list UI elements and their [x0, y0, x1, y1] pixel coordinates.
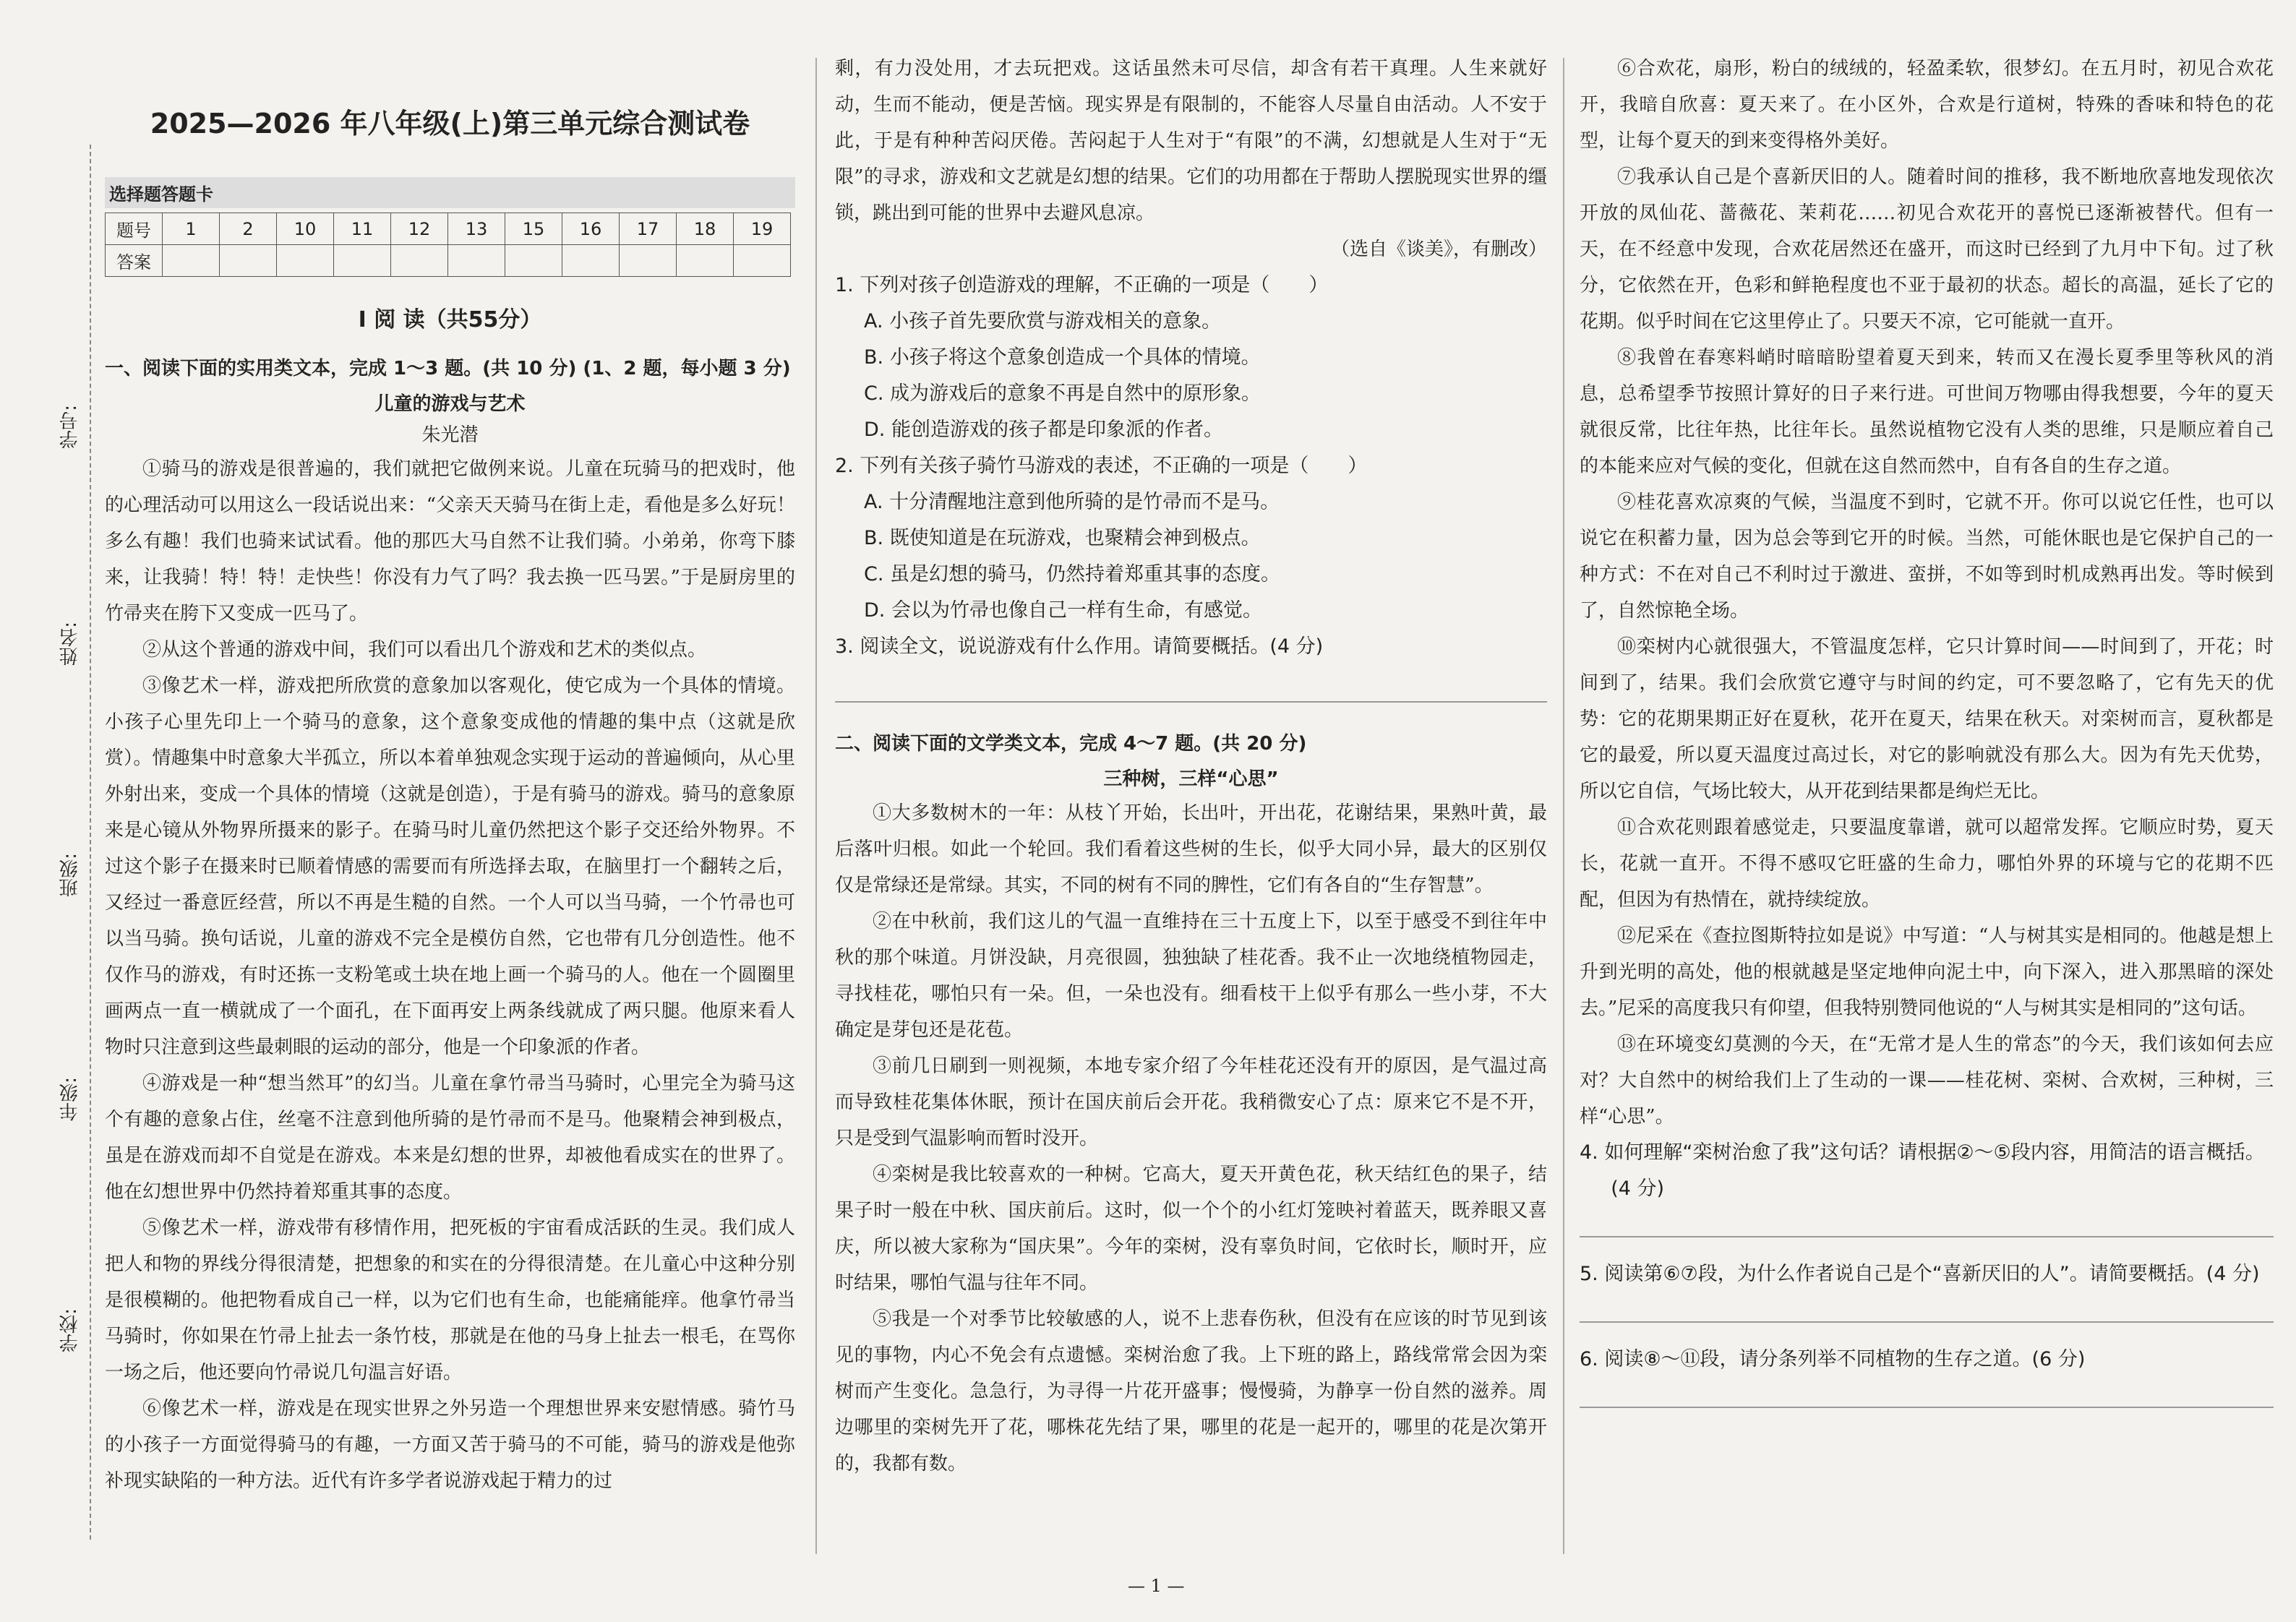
paragraph: ⑤我是一个对季节比较敏感的人，说不上悲春伤秋，但没有在应该的时节见到该见的事物，内心不免会有点遗憾。栾树治愈了我。上下班的路上，路线常常会因为栾树而产生变化。急急行，为寻得一片花开盛事；慢慢骑，为静享一份自然的滋养。周边哪里的栾树先开了花，哪株花先结了果，哪里的花是一起开的，哪里的花是次第开的，我都有数。 — [835, 1308, 1547, 1475]
answer-line — [835, 701, 1547, 703]
card-answer-cell[interactable] — [391, 245, 448, 277]
card-question-number: 18 — [677, 213, 734, 245]
column-divider — [815, 58, 817, 1554]
option: A. 十分清醒地注意到他所骑的是竹帚而不是马。 — [864, 491, 1280, 513]
paragraph: ②从这个普通的游戏中间，我们可以看出几个游戏和艺术的类似点。 — [142, 639, 707, 661]
answer-card — [105, 213, 791, 277]
article-1-continued: 剩，有力没处用，才去玩把戏。这话虽然未可尽信，却含有若干真理。人生来就好动，生而不能动，便是苦恼。现实界是有限制的，不能容人尽量自由活动。人不安于此，于是有种种苦闷厌倦。苦闷起于人生对于“有限”的不满，幻想就是人生对于“无限”的寻求，游戏和文艺就是幻想的结果。它们的功用都在于帮助人摆脱现实世界的缰锁，跳出到可能的世界中去避风息凉。 — [835, 58, 1547, 224]
card-question-number: 12 — [391, 213, 448, 245]
column-2 — [835, 51, 1547, 1554]
card-question-number: 11 — [334, 213, 391, 245]
option: C. 成为游戏后的意象不再是自然中的原形象。 — [864, 382, 1261, 405]
paragraph: ⑤像艺术一样，游戏带有移情作用，把死板的宇宙看成活跃的生灵。我们成人把人和物的界线分得很清楚，把想象的和实在的分得很清楚。在儿童心中这种分别是很模糊的。他把物看成自己一样，以为它们也有生命，也能痛能痒。他拿竹帚当马骑时，你如果在竹帚上扯去一条竹枝，那就是在他的马身上扯去一根毛，在骂你一场之后，他还要向竹帚说几句温言好语。 — [105, 1217, 795, 1383]
article-1-author: 朱光潜 — [421, 424, 479, 446]
margin-class: 班级: — [59, 853, 81, 897]
card-question-number: 19 — [734, 213, 791, 245]
card-question-number: 17 — [620, 213, 677, 245]
answer-card-title: 选择题答题卡 — [105, 177, 795, 208]
question-3: 3. 阅读全文，说说游戏有什么作用。请简要概括。(4 分) — [835, 635, 1324, 658]
exam-title: 2025—2026 年八年级(上)第三单元综合测试卷 — [150, 108, 750, 140]
option: C. 虽是幻想的骑马，仍然持着郑重其事的态度。 — [864, 563, 1281, 585]
card-answer-cell[interactable] — [620, 245, 677, 277]
card-question-number: 1 — [163, 213, 220, 245]
paragraph: ⑪合欢花则跟着感觉走，只要温度靠谱，就可以超常发挥。它顺应时势，夏天长，花就一直开。不得不感叹它旺盛的生命力，哪怕外界的环境与它的花期不匹配，但因为有热情在，就持续绽放。 — [1580, 817, 2274, 911]
card-answer-cell[interactable] — [163, 245, 220, 277]
question-2-options — [835, 484, 1547, 629]
paragraph: ④栾树是我比较喜欢的一种树。它高大，夏天开黄色花，秋天结红色的果子，结果子时一般在中秋、国庆前后。这时，似一个个的小红灯笼映衬着蓝天，既养眼又喜庆，所以被大家称为“国庆果”。今年的栾树，没有辜负时间，它依时长，顺时开，应时结果，哪怕气温与往年不同。 — [835, 1164, 1547, 1294]
paragraph: ①大多数树木的一年：从枝丫开始，长出叶，开出花，花谢结果，果熟叶黄，最后落叶归根。如此一个轮回。我们看着这些树的生长，似乎大同小异，最大的区别仅仅是常绿还是常绿。其实，不同的树有不同的脾性，它们有各自的“生存智慧”。 — [835, 802, 1547, 896]
margin-grade: 年级: — [59, 1077, 81, 1121]
card-answer-cell[interactable] — [277, 245, 334, 277]
answer-line — [1580, 1321, 2274, 1323]
card-answer-cell[interactable] — [334, 245, 391, 277]
answer-line — [1580, 1407, 2274, 1408]
option: A. 小孩子首先要欣赏与游戏相关的意象。 — [864, 310, 1222, 332]
paragraph: ⑧我曾在春寒料峭时暗暗盼望着夏天到来，转而又在漫长夏季里等秋风的消息，总希望季节按照计算好的日子来行进。可世间万物哪由得我想要，今年的夏天就很反常，比往年热，比往年长。虽然说植物它没有人类的思维，只是顺应着自己的本能来应对气候的变化，但就在这自然而然中，自有各自的生存之道。 — [1580, 347, 2274, 477]
card-header-answer: 答案 — [106, 245, 163, 277]
article-2-title: 三种树，三样“心思” — [1103, 768, 1279, 790]
question-1-options — [835, 304, 1547, 448]
margin-school: 学校: — [59, 1308, 81, 1352]
margin-student-id: 学号: — [59, 405, 81, 449]
question-2: 2. 下列有关孩子骑竹马游戏的表述，不正确的一项是（ ） — [835, 455, 1368, 477]
question-4: 4. 如何理解“栾树治愈了我”这句话？请根据②～⑤段内容，用简洁的语言概括。(4 分) — [1580, 1141, 2265, 1200]
column-1 — [105, 51, 795, 1554]
option: B. 既使知道是在玩游戏，也聚精会神到极点。 — [864, 527, 1261, 549]
card-question-number: 16 — [562, 213, 620, 245]
card-answer-cell[interactable] — [734, 245, 791, 277]
article-2-body-continued — [1580, 51, 2274, 1135]
section-2-instructions: 二、阅读下面的文学类文本，完成 4～7 题。(共 20 分) — [835, 733, 1307, 755]
article-1-body — [105, 451, 795, 1499]
card-answer-cell[interactable] — [562, 245, 620, 277]
cut-line — [90, 145, 91, 1540]
answer-line — [1580, 1236, 2274, 1237]
card-question-number: 13 — [448, 213, 505, 245]
binding-margin — [0, 0, 90, 1622]
paragraph: ⑨桂花喜欢凉爽的气候，当温度不到时，它就不开。你可以说它任性，也可以说它在积蓄力量，因为总会等到它开的时候。当然，可能休眠也是它保护自己的一种方式：不在对自己不利时过于激进、蛮拼，不如等到时机成熟再出发。等时候到了，自然惊艳全场。 — [1580, 492, 2274, 622]
card-question-number: 10 — [277, 213, 334, 245]
card-answer-cell[interactable] — [505, 245, 562, 277]
card-question-number: 15 — [505, 213, 562, 245]
article-2-body — [835, 795, 1547, 1482]
paragraph: ⑩栾树内心就很强大，不管温度怎样，它只计算时间——时间到了，开花；时间到了，结果。我们会欣赏它遵守与时间的约定，可不要忽略了，它有先天的优势：它的花期果期正好在夏秋，花开在夏天，结果在秋天。对栾树而言，夏秋都是它的最爱，所以夏天温度过高过长，对它的影响就没有那么大。因为有先天优势，所以它自信，气场比较大，从开花到结果都是绚烂无比。 — [1580, 636, 2274, 802]
card-header-number: 题号 — [106, 213, 163, 245]
option: B. 小孩子将这个意象创造成一个具体的情境。 — [864, 346, 1261, 369]
article-1-source: （选自《谈美》，有删改） — [1330, 239, 1547, 260]
card-answer-cell[interactable] — [677, 245, 734, 277]
paragraph: ⑥像艺术一样，游戏是在现实世界之外另造一个理想世界来安慰情感。骑竹马的小孩子一方面觉得骑马的有趣，一方面又苦于骑马的不可能，骑马的游戏是他弥补现实缺陷的一种方法。近代有许多学者说游戏起于精力的过 — [105, 1398, 795, 1492]
article-1-title: 儿童的游戏与艺术 — [374, 393, 526, 415]
paragraph: ①骑马的游戏是很普遍的，我们就把它做例来说。儿童在玩骑马的把戏时，他的心理活动可以用这么一段话说出来：“父亲天天骑马在街上走，看他是多么好玩！多么有趣！我们也骑来试试看。他的那匹大马自然不让我们骑。小弟弟，你弯下膝来，让我骑！特！特！走快些！你没有力气了吗？我去换一匹马罢。”于是厨房里的竹帚夹在胯下又变成一匹马了。 — [105, 458, 795, 625]
part-reading-heading: Ⅰ 阅 读（共55分） — [358, 307, 542, 332]
card-question-number: 2 — [220, 213, 277, 245]
paragraph: ⑦我承认自己是个喜新厌旧的人。随着时间的推移，我不断地欣喜地发现依次开放的凤仙花、蔷薇花、茉莉花……初见合欢花开的喜悦已逐渐被替代。但有一天，在不经意中发现，合欢花居然还在盛开，而这时已经到了九月中下旬。过了秋分，它依然在开，色彩和鲜艳程度也不亚于最初的状态。超长的高温，延长了它的花期。似乎时间在它这里停止了。只要天不凉，它可能就一直开。 — [1580, 166, 2274, 332]
option: D. 能创造游戏的孩子都是印象派的作者。 — [864, 419, 1223, 441]
card-answer-cell[interactable] — [220, 245, 277, 277]
card-answer-cell[interactable] — [448, 245, 505, 277]
section-1-instructions: 一、阅读下面的实用类文本，完成 1～3 题。(共 10 分) (1、2 题，每小题 3 分) — [105, 358, 791, 379]
margin-name: 姓名: — [59, 622, 81, 666]
column-divider — [1563, 58, 1564, 1554]
paragraph: ⑫尼采在《查拉图斯特拉如是说》中写道：“人与树其实是相同的。他越是想上升到光明的高处，他的根就越是坚定地伸向泥土中，向下深入，进入那黑暗的深处去。”尼采的高度我只有仰望，但我特别赞同他说的“人与树其实是相同的”这句话。 — [1580, 925, 2274, 1019]
paragraph: ③前几日刷到一则视频，本地专家介绍了今年桂花还没有开的原因，是气温过高而导致桂花集体休眠，预计在国庆前后会开花。我稍微安心了点：原来它不是不开，只是受到气温影响而暂时没开。 — [835, 1055, 1547, 1149]
paragraph: ⑥合欢花，扇形，粉白的绒绒的，轻盈柔软，很梦幻。在五月时，初见合欢花开，我暗自欣喜：夏天来了。在小区外，合欢是行道树，特殊的香味和特色的花型，让每个夏天的到来变得格外美好。 — [1580, 58, 2274, 152]
question-6: 6. 阅读⑧～⑪段，请分条列举不同植物的生存之道。(6 分) — [1580, 1348, 2086, 1370]
option: D. 会以为竹帚也像自己一样有生命，有感觉。 — [864, 599, 1262, 622]
question-5: 5. 阅读第⑥⑦段，为什么作者说自己是个“喜新厌旧的人”。请简要概括。(4 分) — [1580, 1263, 2260, 1285]
column-3 — [1580, 51, 2274, 1554]
paragraph: ④游戏是一种“想当然耳”的幻当。儿童在拿竹帚当马骑时，心里完全为骑马这个有趣的意象占住，丝毫不注意到他所骑的是竹帚而不是马。他聚精会神到极点，虽是在游戏而却不自觉是在游戏。本来是幻想的世界，却被他看成实在的世界了。他在幻想世界中仍然持着郑重其事的态度。 — [105, 1073, 795, 1203]
paragraph: ⑬在环境变幻莫测的今天，在“无常才是人生的常态”的今天，我们该如何去应对？大自然中的树给我们上了生动的一课——桂花树、栾树、合欢树，三种树，三样“心思”。 — [1580, 1034, 2274, 1128]
page-number: — 1 — — [1128, 1576, 1185, 1596]
question-1: 1. 下列对孩子创造游戏的理解，不正确的一项是（ ） — [835, 274, 1329, 296]
paragraph: ③像艺术一样，游戏把所欣赏的意象加以客观化，使它成为一个具体的情境。小孩子心里先印上一个骑马的意象，这个意象变成他的情趣的集中点（这就是欣赏）。情趣集中时意象大半孤立，所以本着单独观念实现于运动的普遍倾向，从心里外射出来，变成一个具体的情境（这就是创造），于是有骑马的游戏。骑马的意象原来是心镜从外物界所摄来的影子。在骑马时儿童仍然把这个影子交还给外物界。不过这个影子在摄来时已顺着情感的需要而有所选择去取，在脑里打一个翻转之后，又经过一番意匠经营，所以不再是生糙的自然。一个人可以当马骑，一个竹帚也可以当马骑。换句话说，儿童的游戏不完全是模仿自然，它也带有几分创造性。他不仅作马的游戏，有时还拣一支粉笔或土块在地上画一个骑马的人。他在一个圆圈里画两点一直一横就成了一个面孔，在下面再安上两条线就成了两只腿。他原来看人物时只注意到这些最刺眼的运动的部分，他是一个印象派的作者。 — [105, 675, 795, 1058]
paragraph: ②在中秋前，我们这儿的气温一直维持在三十五度上下，以至于感受不到往年中秋的那个味道。月饼没缺，月亮很圆，独独缺了桂花香。我不止一次地绕植物园走，寻找桂花，哪怕只有一朵。但，一朵也没有。细看枝干上似乎有那么一些小芽，不大确定是芽包还是花苞。 — [835, 911, 1547, 1041]
